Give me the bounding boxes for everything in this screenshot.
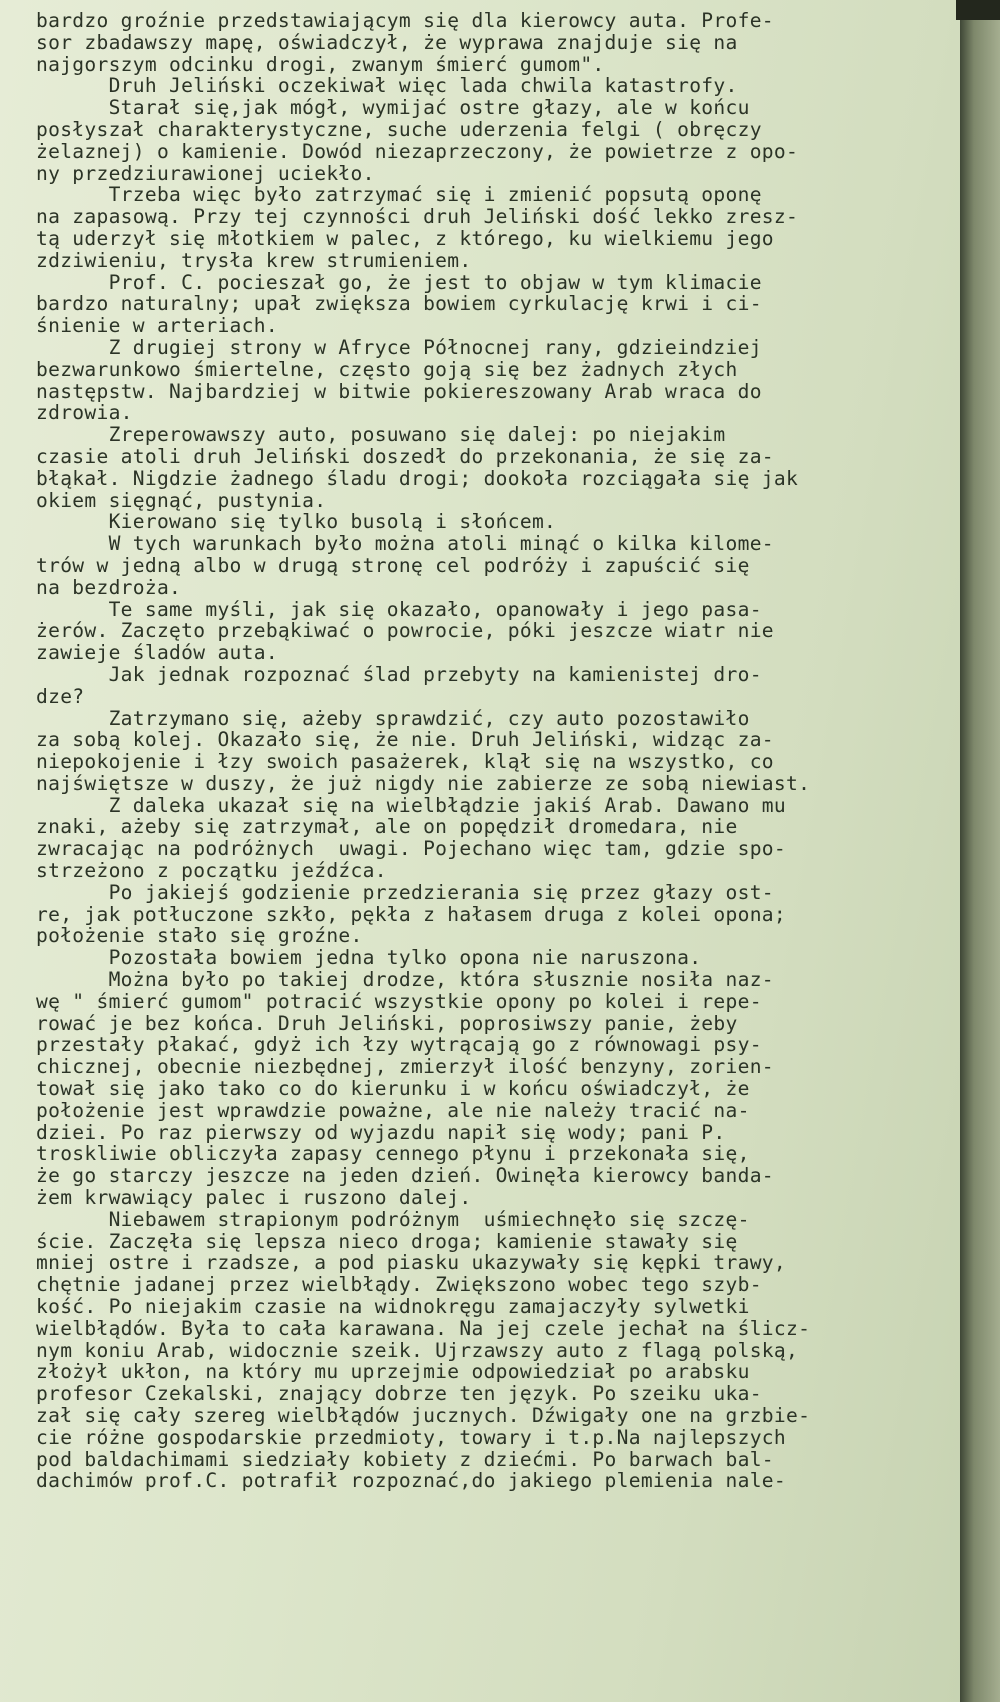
text-line: re, jak potłuczone szkło, pękła z hałasem druga z kolei opona;: [36, 902, 786, 926]
text-line: niepokojenie i łzy swoich pasażerek, klął się na wszystko, co: [36, 750, 774, 774]
text-line: Zreperowawszy auto, posuwano się dalej: po niejakim: [36, 423, 726, 447]
text-line: na bezdroża.: [36, 575, 182, 599]
text-line: bezwarunkowo śmiertelne, często goją się bez żadnych złych: [36, 357, 738, 381]
text-line: najgorszym odcinku drogi, zwanym śmierć gumom".: [36, 52, 605, 76]
paragraph: [36, 511, 956, 533]
text-line: troskliwie obliczyła zapasy cennego płynu i przekonała się,: [36, 1142, 750, 1166]
text-line: tą uderzył się młotkiem w palec, z którego, ku wielkiemu jego: [36, 226, 774, 250]
text-line: położenie stało się groźne.: [36, 924, 363, 948]
text-line: tował się jako tako co do kierunku i w końcu oświadczył, że: [36, 1077, 750, 1101]
text-line: dziei. Po raz pierwszy od wyjazdu napił się wody; pani P.: [36, 1120, 726, 1144]
text-line: pod baldachimami siedziały kobiety z dziećmi. Po barwach bal-: [36, 1447, 774, 1471]
text-line: najświętsze w duszy, że już nigdy nie zabierze ze sobą niewiast.: [36, 771, 811, 795]
text-line: cie różne gospodarskie przedmioty, towary i t.p.Na najlepszych: [36, 1425, 786, 1449]
text-line: żem krwawiący palec i ruszono dalej.: [36, 1186, 472, 1210]
text-line: Z drugiej strony w Afryce Północnej rany, gdzieindziej: [36, 335, 762, 359]
text-line: czasie atoli druh Jeliński doszedł do przekonania, że się za-: [36, 444, 774, 468]
text-line: bardzo naturalny; upał zwiększa bowiem cyrkulację krwi i ci-: [36, 292, 762, 316]
paragraph: [36, 708, 956, 795]
text-line: położenie jest wprawdzie poważne, ale nie należy tracić na-: [36, 1098, 750, 1122]
text-line: zdziwieniu, trysła krew strumieniem.: [36, 248, 472, 272]
text-line: Niebawem strapionym podróżnym uśmiechnęło się szczę-: [36, 1207, 750, 1231]
text-line: bardzo groźnie przedstawiającym się dla kierowcy auta. Profe-: [36, 9, 774, 32]
text-line: strzeżono z początku jeźdźca.: [36, 859, 387, 883]
text-line: na zapasową. Przy tej czynności druh Jeliński dość lekko zresz-: [36, 205, 799, 229]
text-line: przestały płakać, gdyż ich łzy wytrącają go z równowagi psy-: [36, 1033, 762, 1057]
text-line: zwracając na podróżnych uwagi. Pojechano więc tam, gdzie spo-: [36, 837, 786, 861]
text-line: Kierowano się tylko busolą i słońcem.: [36, 510, 557, 534]
text-line: nym koniu Arab, widocznie szeik. Ujrzawszy auto z flagą polską,: [36, 1338, 799, 1362]
text-line: Zatrzymano się, ażeby sprawdzić, czy auto pozostawiło: [36, 706, 750, 730]
text-line: Trzeba więc było zatrzymać się i zmienić popsutą oponę: [36, 183, 762, 207]
text-line: dze?: [36, 684, 85, 708]
paragraph: [36, 75, 956, 97]
text-line: złożył ukłon, na który mu uprzejmie odpowiedział po arabsku: [36, 1360, 750, 1384]
paragraph: [36, 882, 956, 947]
text-line: zał się cały szereg wielbłądów jucznych. Dźwigały one na grzbie-: [36, 1404, 811, 1427]
text-line: posłyszał charakterystyczne, suche uderzenia felgi ( obręczy: [36, 117, 762, 141]
text-line: Można było po takiej drodze, która słusznie nosiła naz-: [36, 968, 774, 992]
text-line: chętnie jadanej przez wielbłądy. Zwiększono wobec tego szyb-: [36, 1273, 762, 1297]
text-line: Pozostała bowiem jedna tylko opona nie naruszona.: [36, 946, 702, 970]
text-line: ny przedziurawionej uciekło.: [36, 161, 375, 185]
text-line: błąkał. Nigdzie żadnego śladu drogi; dookoła rozciągała się jak: [36, 466, 799, 490]
text-line: chicznej, obecnie niezbędnej, zmierzył ilość benzyny, zorien-: [36, 1055, 774, 1079]
text-line: mniej ostre i rzadsze, a pod piasku ukazywały się kępki trawy,: [36, 1251, 786, 1275]
text-line: wielbłądów. Była to cała karawana. Na jej czele jechał na ślicz-: [36, 1316, 811, 1340]
text-line: Po jakiejś godzienie przedzierania się przez głazy ost-: [36, 880, 774, 904]
paragraph: [36, 795, 956, 882]
text-line: zawieje śladów auta.: [36, 641, 278, 665]
paragraph: [36, 184, 956, 271]
text-line: żelaznej) o kamienie. Dowód niezaprzeczony, że powietrze z opo-: [36, 139, 799, 163]
paragraph: [36, 10, 956, 75]
text-line: za sobą kolej. Okazało się, że nie. Druh Jeliński, widząc za-: [36, 728, 774, 752]
text-line: Starał się,jak mógł, wymijać ostre głazy, ale w końcu: [36, 96, 750, 120]
text-line: okiem sięgnąć, pustynia.: [36, 488, 327, 512]
page-edge-shadow: [960, 0, 1000, 1702]
paragraph: [36, 1209, 956, 1492]
paragraph: [36, 969, 956, 1209]
text-line: sor zbadawszy mapę, oświadczył, że wyprawa znajduje się na: [36, 30, 738, 54]
text-line: wę " śmierć gumom" potracić wszystkie opony po kolei i repe-: [36, 989, 762, 1013]
text-line: Prof. C. pocieszał go, że jest to objaw w tym klimacie: [36, 270, 762, 294]
text-line: Z daleka ukazał się na wielbłądzie jakiś Arab. Dawano mu: [36, 793, 786, 817]
paragraph: [36, 599, 956, 664]
text-line: W tych warunkach było można atoli minąć o kilka kilome-: [36, 532, 774, 556]
paragraph: [36, 337, 956, 424]
text-line: Te same myśli, jak się okazało, opanowały i jego pasa-: [36, 597, 762, 621]
text-line: następstw. Najbardziej w bitwie pokiereszowany Arab wraca do: [36, 379, 762, 403]
text-line: znaki, ażeby się zatrzymał, ale on popędził dromedara, nie: [36, 815, 738, 839]
text-line: śnienie w arteriach.: [36, 314, 278, 338]
paragraph: [36, 533, 956, 598]
text-line: profesor Czekalski, znający dobrze ten język. Po szeiku uka-: [36, 1382, 762, 1406]
paragraph: [36, 97, 956, 184]
paragraph: [36, 664, 956, 708]
document-body: [36, 10, 956, 1492]
paragraph: [36, 272, 956, 337]
text-line: rować je bez końca. Druh Jeliński, poprosiwszy panie, żeby: [36, 1011, 738, 1035]
text-line: żerów. Zaczęto przebąkiwać o powrocie, póki jeszcze wiatr nie: [36, 619, 774, 643]
paragraph: [36, 424, 956, 511]
text-line: że go starczy jeszcze na jeden dzień. Owinęła kierowcy banda-: [36, 1164, 774, 1188]
text-line: ście. Zaczęła się lepsza nieco droga; kamienie stawały się: [36, 1229, 738, 1253]
text-line: Jak jednak rozpoznać ślad przebyty na kamienistej dro-: [36, 662, 762, 686]
page-corner-shadow: [956, 0, 1000, 20]
text-line: zdrowia.: [36, 401, 133, 425]
text-line: trów w jedną albo w drugą stronę cel podróży i zapuścić się: [36, 553, 750, 577]
text-line: Druh Jeliński oczekiwał więc lada chwila katastrofy.: [36, 74, 738, 98]
text-line: dachimów prof.C. potrafił rozpoznać,do jakiego plemienia nale-: [36, 1469, 786, 1493]
text-line: kość. Po niejakim czasie na widnokręgu zamajaczyły sylwetki: [36, 1295, 750, 1319]
paragraph: [36, 947, 956, 969]
